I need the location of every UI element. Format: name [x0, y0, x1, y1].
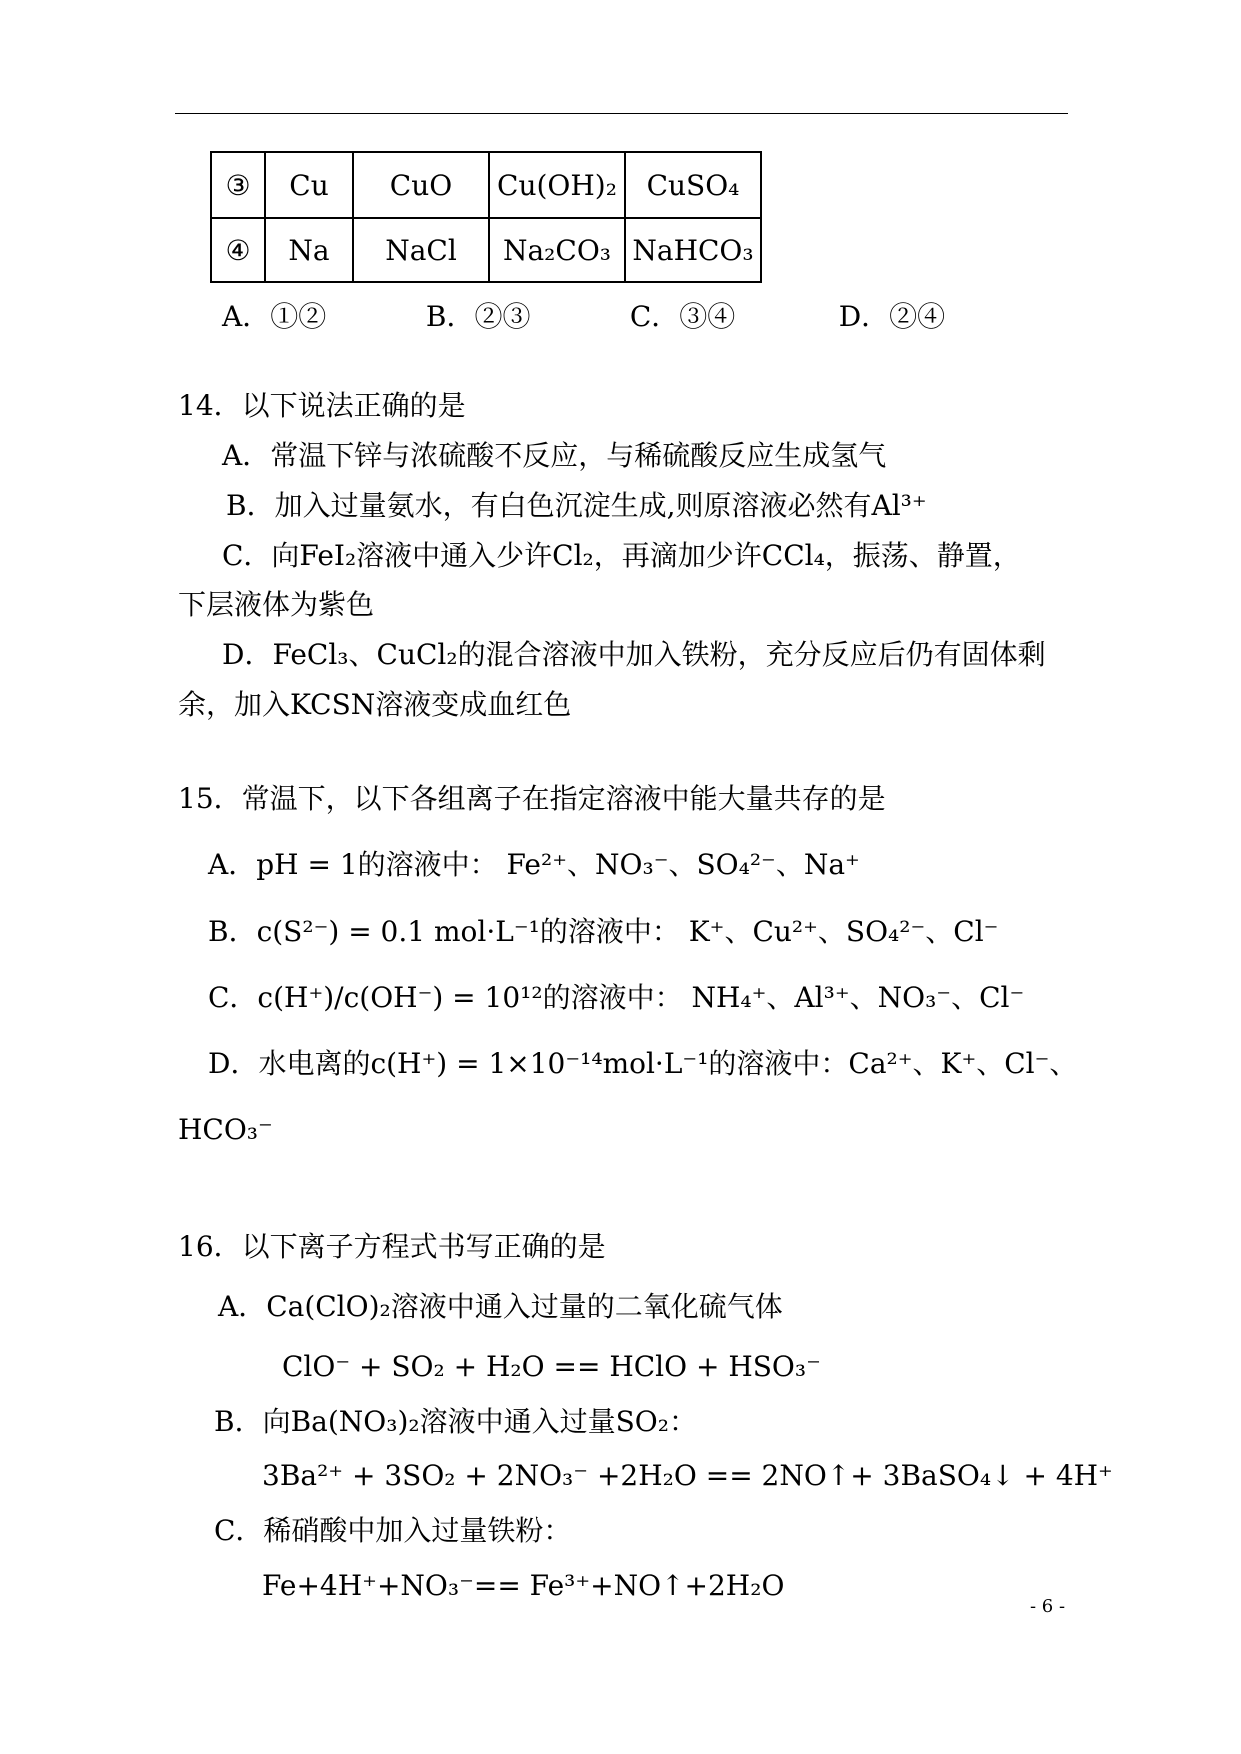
option-d: D．②④: [838, 300, 946, 333]
substance-table: [210, 151, 762, 283]
q16-equation-a: ClO⁻ + SO₂ + H₂O == HClO + HSO₃⁻: [282, 1350, 821, 1383]
header-rule: [175, 113, 1068, 114]
q14-option-c-cont: 下层液体为紫色: [178, 588, 375, 621]
table-cell: NaHCO₃: [625, 218, 761, 282]
table-cell: Cu: [265, 152, 353, 218]
q16-option-a: A．Ca(ClO)₂溶液中通入过量的二氧化硫气体: [218, 1290, 783, 1323]
table-cell: NaCl: [353, 218, 489, 282]
table-cell: CuO: [353, 152, 489, 218]
q15-stem: 15．常温下，以下各组离子在指定溶液中能大量共存的是: [178, 782, 886, 815]
q16-stem: 16．以下离子方程式书写正确的是: [178, 1230, 606, 1263]
q15-option-d: D．水电离的c(H⁺) = 1×10⁻¹⁴mol·L⁻¹的溶液中：Ca²⁺、K⁺、Cl⁻、: [208, 1047, 1078, 1080]
q15-option-d-cont: HCO₃⁻: [178, 1113, 273, 1146]
option-a: A．①②: [222, 300, 327, 333]
q14-stem: 14．以下说法正确的是: [178, 389, 466, 422]
table-cell: Na₂CO₃: [489, 218, 625, 282]
table-row: [211, 152, 761, 218]
table-cell: Na: [265, 218, 353, 282]
q14-option-d: D．FeCl₃、CuCl₂的混合溶液中加入铁粉，充分反应后仍有固体剩: [222, 638, 1046, 671]
option-b: B．②③: [425, 300, 531, 333]
table-cell: ④: [211, 218, 265, 282]
q13-options: [222, 300, 945, 334]
q14-option-c: C．向FeI₂溶液中通入少许Cl₂，再滴加少许CCl₄，振荡、静置，: [222, 539, 1021, 572]
q15-option-c: C．c(H⁺)/c(OH⁻) = 10¹²的溶液中： NH₄⁺、Al³⁺、NO₃⁻、Cl⁻: [208, 981, 1025, 1014]
q15-option-b: B．c(S²⁻) = 0.1 mol·L⁻¹的溶液中： K⁺、Cu²⁺、SO₄²⁻、Cl⁻: [208, 915, 999, 948]
q16-equation-b: 3Ba²⁺ + 3SO₂ + 2NO₃⁻ +2H₂O == 2NO↑+ 3BaSO₄↓ + 4H⁺: [262, 1459, 1113, 1492]
q14-option-d-cont: 余，加入KCSN溶液变成血红色: [178, 688, 572, 721]
q14-option-b: B．加入过量氨水，有白色沉淀生成,则原溶液必然有Al³⁺: [226, 489, 927, 522]
table-cell: Cu(OH)₂: [489, 152, 625, 218]
table-cell: CuSO₄: [625, 152, 761, 218]
q15-option-a: A．pH = 1的溶液中： Fe²⁺、NO₃⁻、SO₄²⁻、Na⁺: [208, 848, 860, 881]
table-cell: ③: [211, 152, 265, 218]
q14-option-a: A．常温下锌与浓硫酸不反应，与稀硫酸反应生成氢气: [222, 439, 887, 472]
page-number: - 6 -: [1030, 1596, 1066, 1617]
q16-option-c: C．稀硝酸中加入过量铁粉：: [214, 1514, 572, 1547]
q16-option-b: B．向Ba(NO₃)₂溶液中通入过量SO₂：: [214, 1405, 697, 1438]
option-c: C．③④: [629, 300, 736, 333]
q16-equation-c: Fe+4H⁺+NO₃⁻== Fe³⁺+NO↑+2H₂O: [262, 1569, 785, 1602]
table-row: [211, 218, 761, 282]
